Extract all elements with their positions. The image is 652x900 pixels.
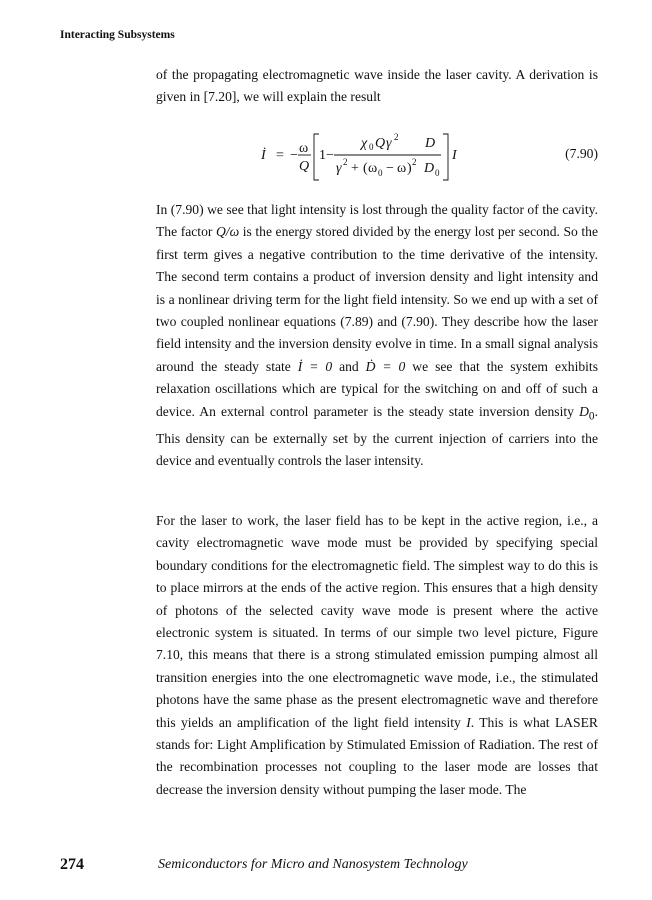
eq-D0: D [424, 161, 435, 176]
para3-part-a: For the laser to work, the laser field has to be kept in the active region, i.e., a cavity electromagnetic wave mode must be provided by specifying special boundary conditions for the electromagnetic field. The simplest way to do this is to place mirrors at the ends of the active region. This ensures that a high density of photons of the selected cavity wave mode is present where the active electronic system is situated. In terms of our simple two level picture, Figure 7.10, this means that there is a strong stimulated emission pumping almost all transition energies into the one electromagnetic wave mode, i.e., the stimulated photons have the same phase as the present electromagnetic wave and therefore this yields an amplification of the light field intensity [156, 513, 598, 730]
eq-gamma-exp: 2 [394, 132, 399, 142]
q-over-omega: Q/ω [215, 224, 240, 240]
inversion-D: D [579, 403, 589, 419]
intensity-I: I [466, 714, 471, 730]
eq-right-bracket [443, 134, 448, 180]
eq-one-minus: 1− [319, 148, 334, 163]
eq-den-lparen: ( [363, 161, 368, 176]
eq-minus: − [290, 148, 298, 163]
para3-part-b: . This is what LASER stands for: Light Amplification by Stimulated Emission of Radiation. The rest of the recombination processes not coupling to the laser mode are losses that decrease the inversion density without pumping the laser mode. The [156, 714, 598, 797]
para2-part-c: we see that the system exhibits relaxation oscillations which are typical for the switching on and off of such a device. An external control parameter is the steady state inversion density [156, 358, 598, 419]
paragraph-laser-cavity [156, 510, 598, 801]
page-number: 274 [60, 856, 84, 873]
eq-den-omega0: ω [368, 161, 378, 176]
intro-text: of the propagating electromagnetic wave inside the laser cavity. A derivation is given in [7.20], we will explain the result [156, 67, 598, 105]
eq-den-plus: + [351, 161, 359, 176]
eq-chi-sub: 0 [369, 142, 374, 152]
steady-state-D: Ḋ = 0 [365, 358, 406, 374]
paragraph-2-text [156, 199, 598, 473]
para2-part-d: . This density can be externally set by the current injection of carriers into the device and eventually controls the laser intensity. [156, 403, 598, 469]
inversion-D-sub: 0 [588, 410, 595, 423]
para2-and: and [332, 358, 366, 374]
eq-gamma: γ [386, 136, 392, 151]
eq-den-exp: 2 [412, 157, 417, 167]
eq-I: I [452, 148, 457, 163]
steady-state-I: İ = 0 [297, 358, 333, 374]
book-title: Semiconductors for Micro and Nanosystem Technology [158, 857, 468, 872]
eq-den-omega: ω [397, 161, 407, 176]
eq-chi: χ [361, 136, 368, 151]
eq-den-gamma-exp: 2 [343, 157, 348, 167]
eq-D0-sub: 0 [435, 168, 440, 178]
running-head: Interacting Subsystems [60, 29, 175, 41]
eq-lhs: İ [261, 148, 266, 163]
eq-frac1-den: Q [299, 159, 310, 174]
paragraph-quality-factor [156, 199, 598, 473]
eq-den-minus: − [386, 161, 394, 176]
paragraph-3-text [156, 510, 598, 801]
para2-part-a: In (7.90) we see that light intensity is lost through the quality factor of the cavity. The factor [156, 202, 598, 240]
intro-paragraph [156, 64, 598, 109]
equation-graphic [156, 122, 476, 188]
eq-den-omega0-sub: 0 [378, 168, 383, 178]
eq-den-rparen: ) [407, 161, 412, 176]
para2-part-b: is the energy stored divided by the energy lost per second. So the first term gives a negative contribution to the time derivative of the intensity. The second term contains a product of inversion density and light intensity and is a nonlinear driving term for the light field intensity. So we end up with a set of two coupled nonlinear equations (7.89) and (7.90). They describe how the laser field intensity and the inversion density evolve in time. In a small signal analysis around the steady state [156, 224, 598, 374]
equation-7-90 [156, 122, 598, 188]
eq-frac1-num: ω [299, 141, 309, 156]
equation-number: (7.90) [565, 146, 598, 161]
eq-den-gamma: γ [336, 161, 342, 176]
eq-Q: Q [375, 136, 386, 151]
eq-equals: = [276, 148, 284, 163]
eq-D: D [425, 136, 436, 151]
